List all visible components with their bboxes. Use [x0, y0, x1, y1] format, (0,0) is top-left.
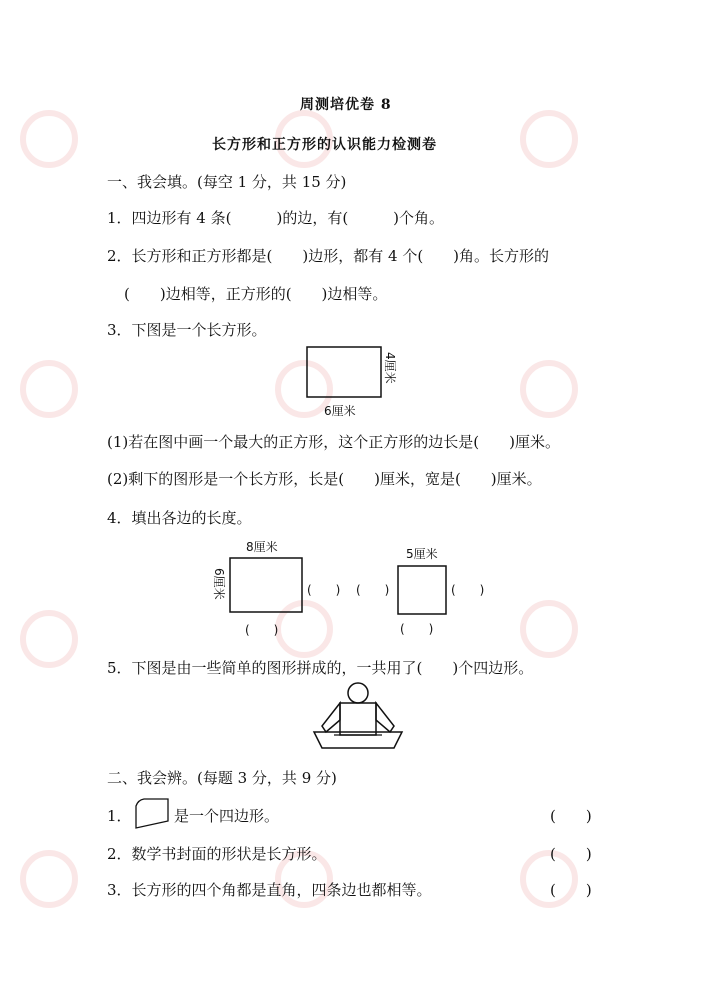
q5-circle — [348, 683, 368, 703]
q5-left-quad — [322, 703, 340, 732]
section2-heading: 二、我会辨。(每题 3 分，共 9 分) — [107, 769, 337, 787]
q4-rectangle — [230, 558, 302, 612]
judge-2: 2．数学书封面的形状是长方形。 — [107, 845, 327, 863]
question-4: 4．填出各边的长度。 — [107, 509, 252, 527]
q4-rect-top-label: 8厘米 — [246, 540, 278, 554]
q4-square-figure — [356, 544, 506, 644]
question-1: 1．四边形有 4 条( )的边，有( )个角。 — [107, 209, 445, 227]
q5-right-quad — [376, 703, 394, 732]
q4-square-bottom-blank: ( ) — [400, 622, 434, 636]
q4-rect-left-label: 6厘米 — [212, 568, 226, 600]
q3-rectangle-figure — [300, 340, 410, 420]
q4-square-top-label: 5厘米 — [406, 547, 438, 561]
judge-2-answer-blank[interactable]: ( ) — [550, 845, 592, 863]
judge-1-quad-shape — [136, 799, 168, 828]
q3-height-label: 4厘米 — [383, 352, 397, 384]
q3-width-label: 6厘米 — [324, 404, 356, 418]
question-2-line2: ( )边相等，正方形的( )边相等。 — [124, 285, 388, 303]
judge-1-answer-blank[interactable]: ( ) — [550, 807, 592, 825]
q5-composite-figure — [310, 680, 410, 756]
question-3-1: (1)若在图中画一个最大的正方形，这个正方形的边长是( )厘米。 — [107, 433, 560, 451]
q4-rect-bottom-blank: ( ) — [245, 623, 279, 637]
q5-square — [340, 703, 376, 735]
judge-1-shape — [134, 797, 174, 831]
section1-heading: 一、我会填。(每空 1 分，共 15 分) — [107, 173, 347, 191]
judge-3-answer-blank[interactable]: ( ) — [550, 881, 592, 899]
q3-rectangle — [307, 347, 381, 397]
watermark-logo — [520, 110, 578, 168]
q4-rectangle-figure — [210, 538, 370, 640]
judge-1-text: 是一个四边形。 — [174, 807, 280, 825]
judge-1-number: 1． — [107, 807, 132, 825]
question-3: 3．下图是一个长方形。 — [107, 321, 267, 339]
q4-square-right-blank: ( ) — [451, 583, 485, 597]
watermark-logo — [20, 360, 78, 418]
q4-rect-right-blank: ( ) — [307, 583, 341, 597]
page-subtitle: 长方形和正方形的认识能力检测卷 — [212, 137, 437, 153]
question-5: 5．下图是由一些简单的图形拼成的，一共用了( )个四边形。 — [107, 659, 534, 677]
q4-square — [398, 566, 446, 614]
page-title: 周测培优卷 8 — [300, 97, 392, 113]
question-2-line1: 2．长方形和正方形都是( )边形，都有 4 个( )角。长方形的 — [107, 247, 550, 265]
watermark-logo — [20, 110, 78, 168]
judge-3: 3．长方形的四个角都是直角，四条边也都相等。 — [107, 881, 432, 899]
watermark-logo — [20, 850, 78, 908]
watermark-logo — [520, 600, 578, 658]
watermark-logo — [20, 610, 78, 668]
question-3-2: (2)剩下的图形是一个长方形，长是( )厘米，宽是( )厘米。 — [107, 470, 542, 488]
q4-square-left-blank: ( ) — [356, 583, 390, 597]
watermark-logo — [520, 360, 578, 418]
